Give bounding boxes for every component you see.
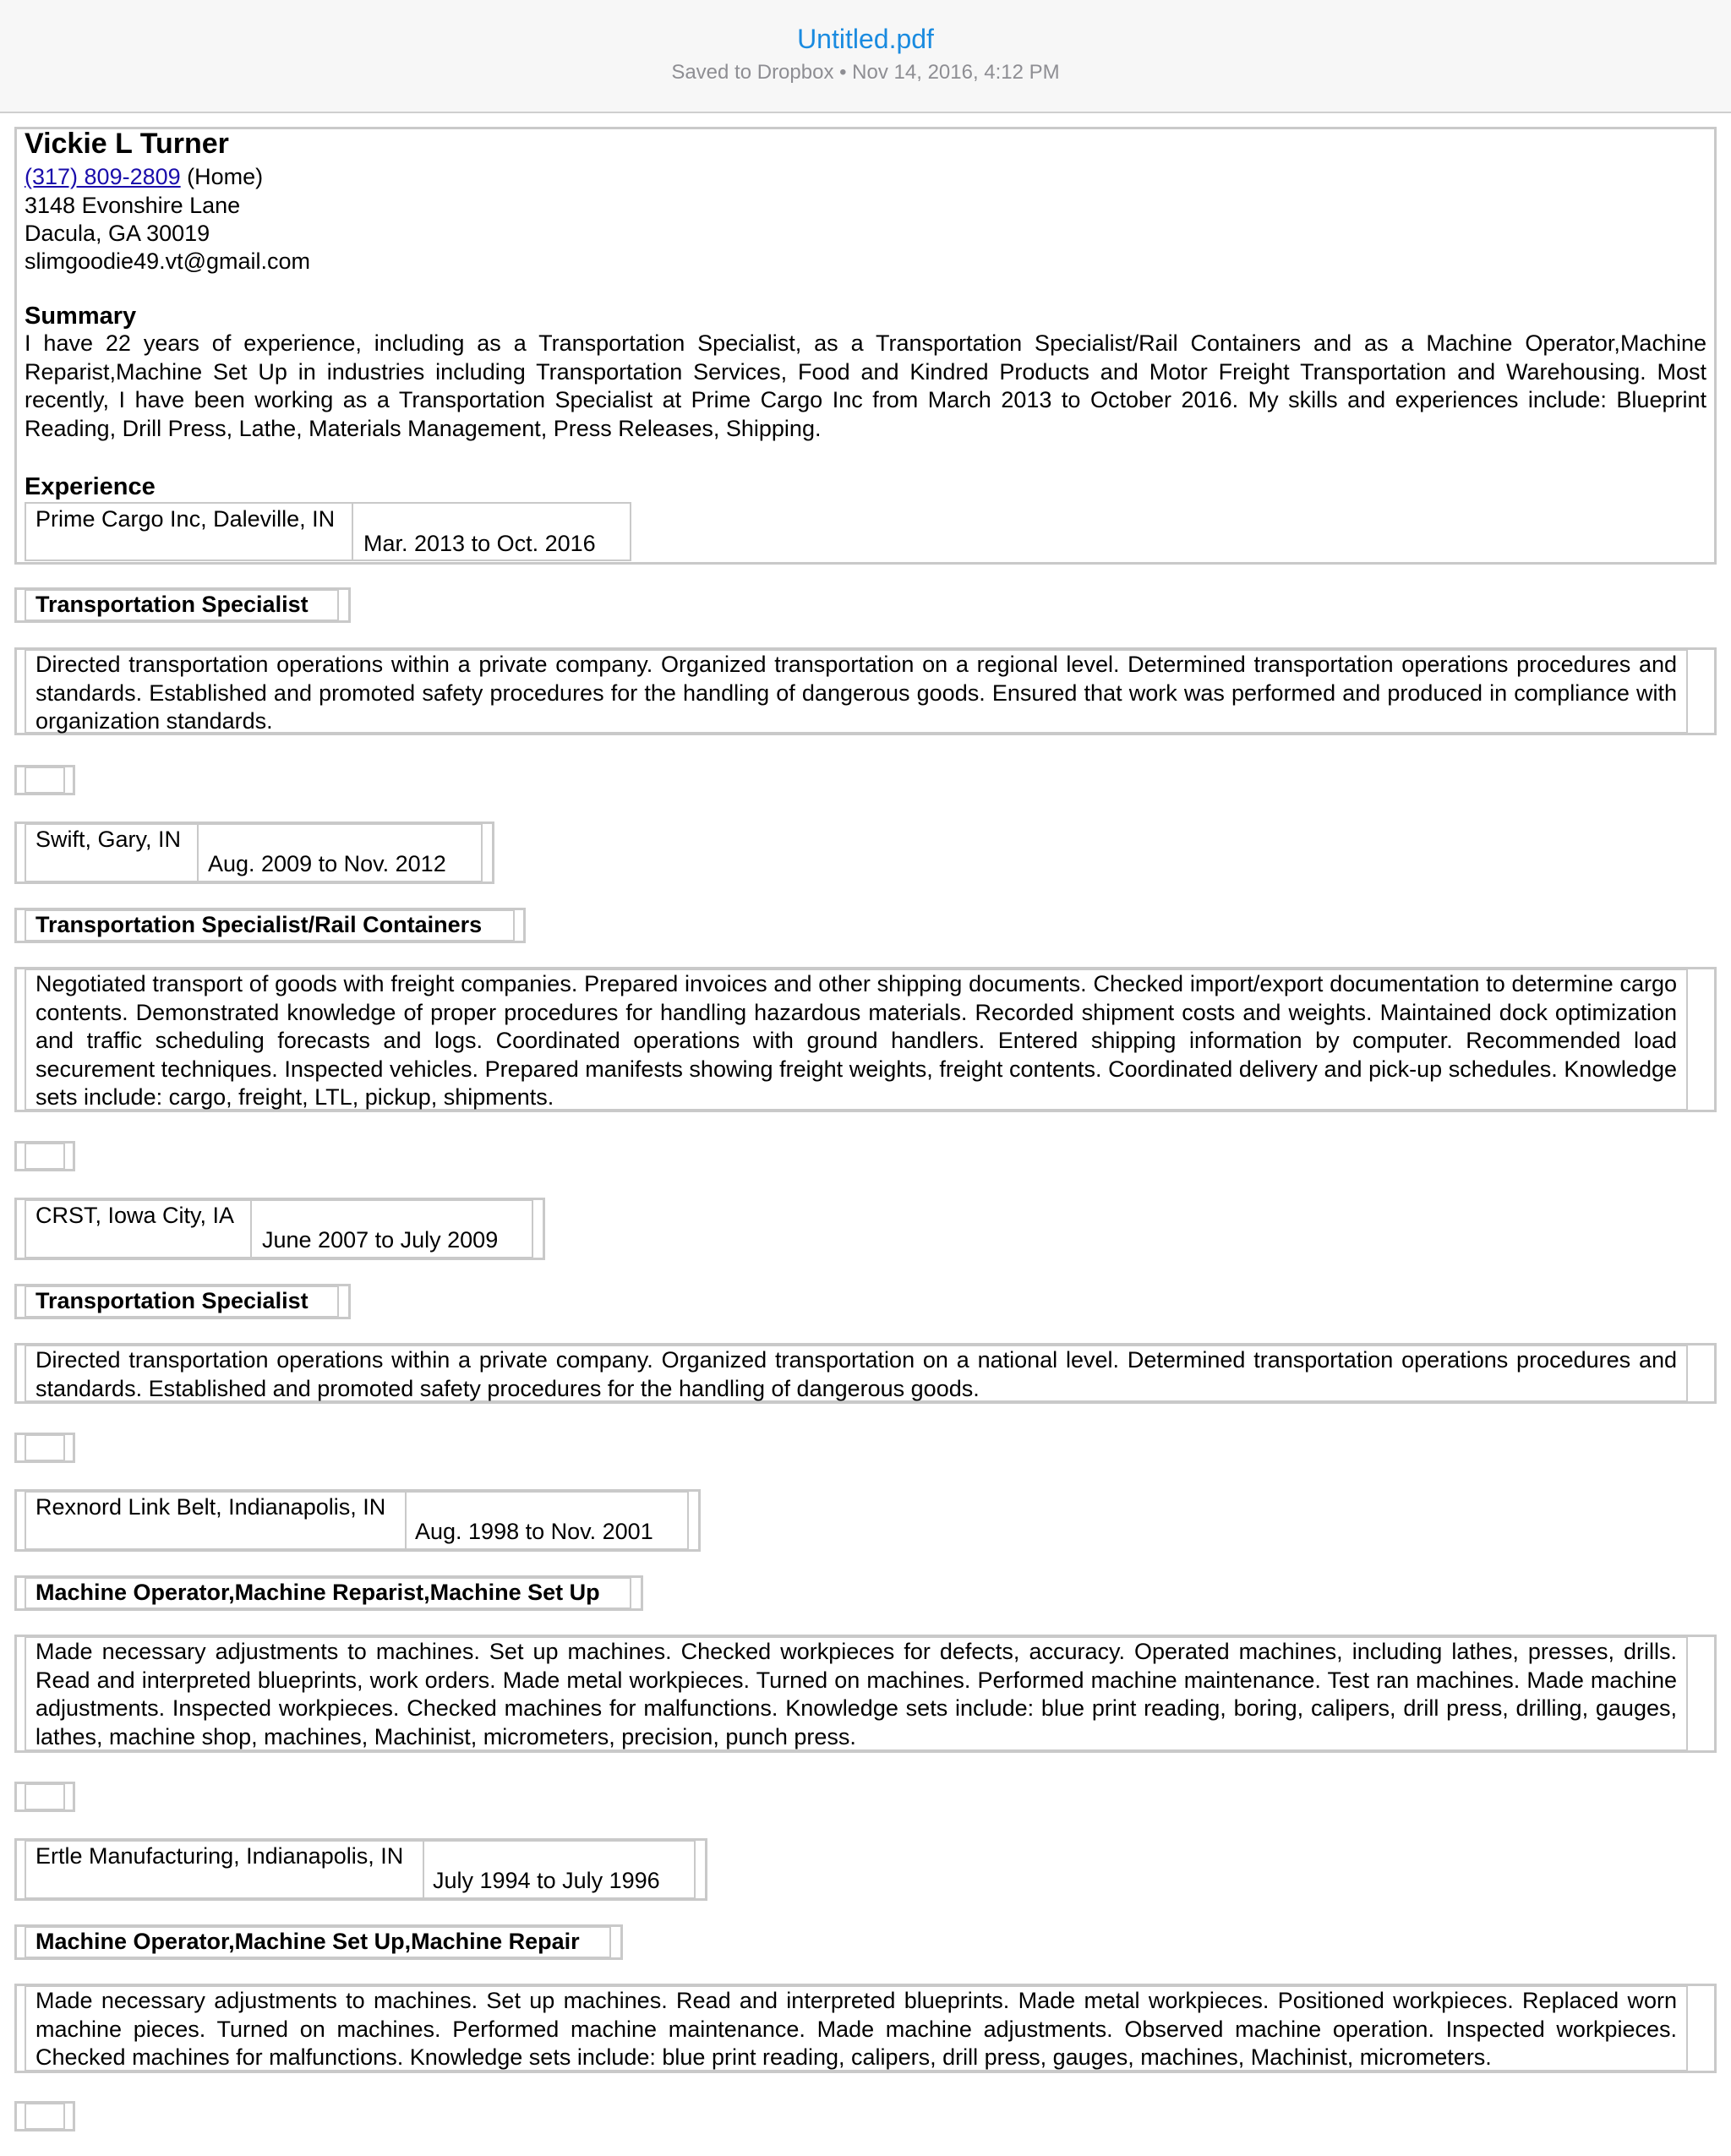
phone-line — [25, 163, 263, 191]
summary-text: I have 22 years of experience, including as a Transportation Specialist, as a Transportation Specialist/Rail Containers and as a Machine Operator,Machine Reparist,Machine Set Up in industries including Transportation Services, Food and Kindred Products and Motor Freight Transportation and Warehousing. Most recently, I have been working as a Transportation Specialist at Prime Cargo Inc from March 2013 to October 2016. My skills and experiences include: Blueprint Reading, Drill Press, Lathe, Materials Management, Press Releases, Shipping. — [25, 330, 1706, 441]
spacer-inner — [25, 767, 65, 794]
document-title[interactable]: Untitled.pdf — [797, 24, 934, 54]
job-description: Made necessary adjustments to machines. Set up machines. Read and interpreted blueprints. Made metal workpieces. Positioned workpieces. Replaced worn machine pieces. Turned on machines. Performed machine maintenance. Made machine adjustments. Observed machine operation. Inspected workpieces. Checked machines for malfunctions. Knowledge sets include: blue print reading, calipers, drill press, gauges, machines, Machinist, micrometers. — [35, 1988, 1677, 2070]
job-description: Directed transportation operations within a private company. Organized transportation on a national level. Determined transportation operations procedures and standards. Established and promoted safety procedures for the handling of dangerous goods. — [35, 1347, 1677, 1401]
job-company: Swift, Gary, IN — [35, 827, 182, 852]
email-address: slimgoodie49.vt@gmail.com — [25, 248, 311, 274]
job-dates: Aug. 1998 to Nov. 2001 — [415, 1519, 653, 1544]
spacer-inner — [25, 1434, 65, 1461]
document-header — [0, 0, 1731, 113]
job-dates: July 1994 to July 1996 — [433, 1868, 660, 1893]
phone-type: (Home) — [187, 164, 264, 189]
job-dates: Aug. 2009 to Nov. 2012 — [208, 851, 446, 876]
job-dates: Mar. 2013 to Oct. 2016 — [363, 531, 596, 556]
job-company: CRST, Iowa City, IA — [35, 1203, 235, 1228]
job-description: Directed transportation operations within a private company. Organized transportation on a regional level. Determined transportation operations procedures and standards. Established and promoted safety procedures for the handling of dangerous goods. Ensured that work was performed and produced in compliance with organization standards. — [35, 652, 1677, 734]
job-dates: June 2007 to July 2009 — [262, 1227, 499, 1253]
job-title: Machine Operator,Machine Reparist,Machine Set Up — [35, 1580, 600, 1605]
job-company: Prime Cargo Inc, Daleville, IN — [35, 506, 336, 532]
spacer-inner — [25, 1143, 65, 1170]
job-description: Made necessary adjustments to machines. Set up machines. Checked workpieces for defects, accuracy. Operated machines, including lathes, presses, drills. Read and interpreted blueprints, work orders. Made metal workpieces. Turned on machines. Performed machine maintenance. Test ran machines. Made machine adjustments. Inspected workpieces. Checked machines for malfunctions. Knowledge sets include: blue print reading, boring, calipers, drill press, drilling, gauges, lathes, machine shop, machines, Machinist, micrometers, precision, punch press. — [35, 1639, 1677, 1749]
street-address: 3148 Evonshire Lane — [25, 193, 241, 218]
summary-heading: Summary — [25, 303, 137, 330]
job-company: Rexnord Link Belt, Indianapolis, IN — [35, 1494, 386, 1520]
job-title: Machine Operator,Machine Set Up,Machine Repair — [35, 1929, 580, 1954]
job-company: Ertle Manufacturing, Indianapolis, IN — [35, 1843, 404, 1869]
job-title: Transportation Specialist — [35, 1288, 309, 1313]
job-title: Transportation Specialist — [35, 592, 309, 617]
experience-heading: Experience — [25, 473, 156, 500]
spacer-inner — [25, 1783, 65, 1810]
save-status: Saved to Dropbox • Nov 14, 2016, 4:12 PM — [671, 61, 1060, 84]
phone-link[interactable]: (317) 809-2809 — [25, 164, 181, 189]
job-title: Transportation Specialist/Rail Containers — [35, 912, 483, 937]
city-address: Dacula, GA 30019 — [25, 221, 210, 246]
job-description: Negotiated transport of goods with freight companies. Prepared invoices and other shipping documents. Checked import/export documentation to determine cargo contents. Demonstrated knowledge of proper procedures for handling hazardous materials. Recorded shipment costs and weights. Maintained dock optimization and traffic scheduling forecasts and logs. Coordinated operations with ground handlers. Entered shipping information by computer. Recommended load securement techniques. Inspected vehicles. Prepared manifests showing freight weights, freight contents. Coordinated delivery and pick-up schedules. Knowledge sets include: cargo, freight, LTL, pickup, shipments. — [35, 971, 1677, 1110]
candidate-name: Vickie L Turner — [25, 128, 229, 160]
spacer-inner — [25, 2103, 65, 2130]
